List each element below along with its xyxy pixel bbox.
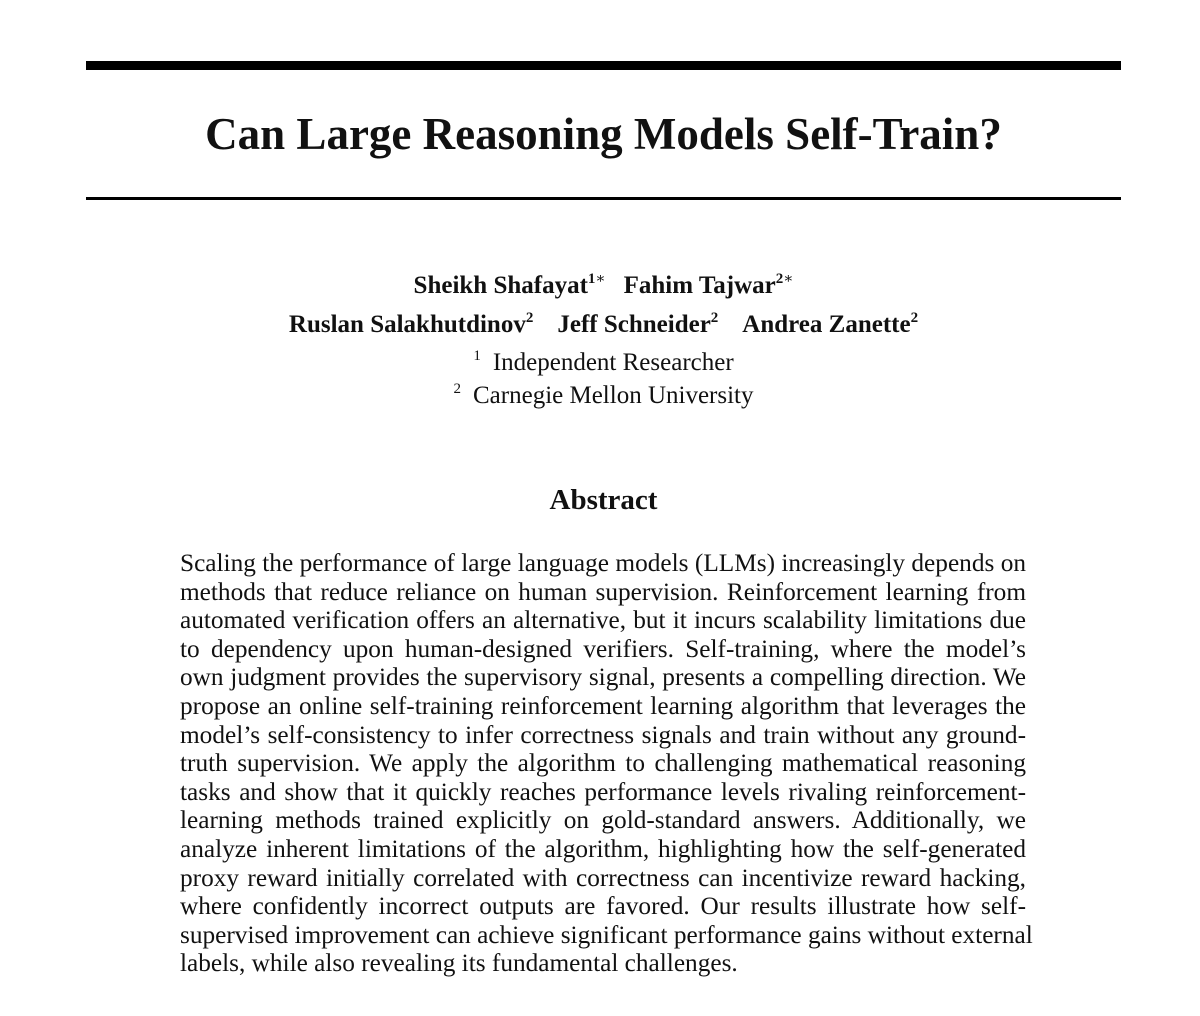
abstract-line: analyze inherent limitations of the algorithm, highlighting how the self-generated <box>180 834 1026 863</box>
abstract-line: where confidently incorrect outputs are favored. Our results illustrate how self- <box>180 892 1026 921</box>
abstract-line: model’s self-consistency to infer correctness signals and train without any ground- <box>180 720 1026 749</box>
author <box>414 268 606 307</box>
author-affil-mark: 2 <box>910 310 919 326</box>
author <box>624 268 794 307</box>
title-bottom-rule <box>86 197 1121 200</box>
author-name: Sheikh Shafayat <box>413 272 588 299</box>
abstract-line: automated verification offers an alternative, but it incurs scalability limitations due <box>180 606 1026 635</box>
author-affil-mark: 2 <box>525 310 534 326</box>
author-affil-mark: 2 <box>710 310 719 326</box>
abstract-line: truth supervision. We apply the algorithm to challenging mathematical reasoning <box>180 749 1026 778</box>
abstract-line: own judgment provides the supervisory signal, presents a compelling direction. We <box>180 663 1026 692</box>
affiliation-name: Independent Researcher <box>492 349 734 376</box>
author <box>742 307 918 346</box>
abstract-line: supervised improvement can achieve significant performance gains without external <box>180 920 1033 949</box>
author-name: Ruslan Salakhutdinov <box>288 311 526 338</box>
abstract-line: propose an online self-training reinforcement learning algorithm that leverages the <box>180 691 1026 720</box>
abstract-body <box>180 549 1033 978</box>
equal-contribution-mark: ∗ <box>595 271 606 287</box>
author <box>289 307 533 346</box>
author <box>557 307 718 346</box>
abstract-line: to dependency upon human-designed verifiers. Self-training, where the model’s <box>180 634 1026 663</box>
affiliation-name: Carnegie Mellon University <box>473 382 754 409</box>
affiliation-mark: 2 <box>453 381 461 397</box>
author-line-2 <box>86 307 1121 346</box>
equal-contribution-mark: ∗ <box>783 271 794 287</box>
affiliation-mark: 1 <box>473 348 481 364</box>
abstract-line: Scaling the performance of large language models (LLMs) increasingly depends on <box>180 549 1026 577</box>
abstract-line: labels, while also revealing its fundamental challenges. <box>180 949 738 978</box>
abstract-line: tasks and show that it quickly reaches performance levels rivaling reinforcement- <box>180 777 1026 806</box>
author-affil-mark: 2 <box>775 271 784 287</box>
affiliation <box>86 381 1121 414</box>
author-name: Jeff Schneider <box>557 311 711 338</box>
author-line-1 <box>86 268 1121 307</box>
paper-title: Can Large Reasoning Models Self-Train? <box>205 109 1002 159</box>
abstract-line: proxy reward initially correlated with correctness can incentivize reward hacking, <box>180 863 1026 892</box>
title-top-rule <box>86 61 1121 70</box>
author-name: Fahim Tajwar <box>623 272 776 299</box>
abstract-line: methods that reduce reliance on human supervision. Reinforcement learning from <box>180 577 1026 606</box>
affiliation <box>86 348 1121 381</box>
author-list <box>86 268 1121 346</box>
abstract-heading: Abstract <box>549 484 658 516</box>
abstract-line: learning methods trained explicitly on gold-standard answers. Additionally, we <box>180 806 1026 835</box>
affiliation-list <box>86 348 1121 414</box>
author-name: Andrea Zanette <box>742 311 911 338</box>
author-affil-mark: 1 <box>587 271 596 287</box>
